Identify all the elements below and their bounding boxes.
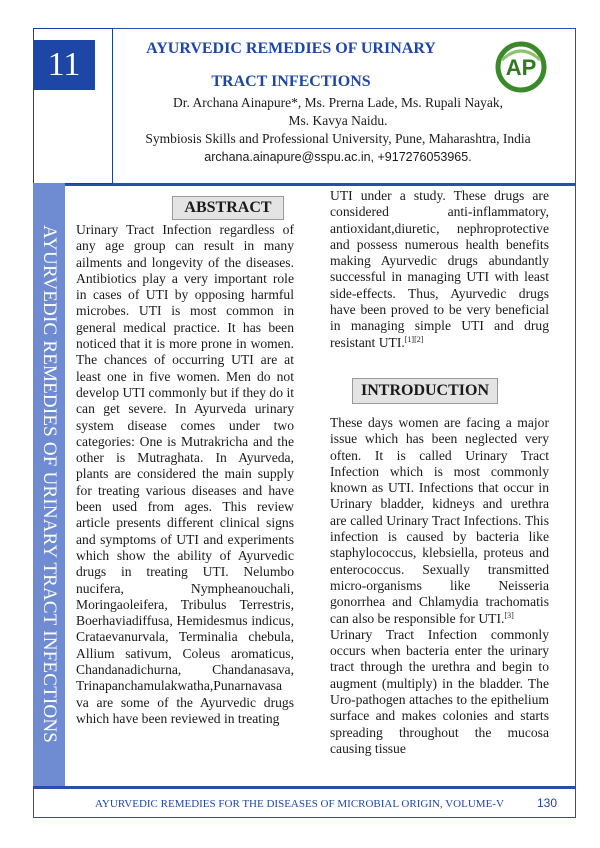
abstract-continuation — [330, 188, 549, 351]
introduction-paragraph-2: Urinary Tract Infection commonly occurs when bacteria enter the urinary tract through the urethra and begin to augment (multiply) in the bladder. The Uro-pathogen attaches to the epithelium surface and makes colonies and starts spreading throughout the mucosa causing tissue — [330, 626, 549, 756]
abstract-text: Urinary Tract Infection regardless of any age group can result in many ailments and longevity of the diseases. Antibiotics play a very important role in cases of UTI by opposing harmful microbes. UTI is most common in general medical practice. It has been noticed that it is more prone in women. The chances of occurring UTI are at least one in five women. Men do not develop UTI commonly but if they do it can get severe. In Ayurveda urinary system disease comes under two categories: One is Mutrakricha and the other is Mutraghata. In Ayurveda, plants are considered the main supply for treating various diseases and have been used from ages. This review article presents different clinical signs and symptoms of UTI and experiments which show the ability of Ayurvedic drugs in treating UTI. Nelumbo nucifera, Nympheanouchali, Moringaoleifera, Tribulus Terrestris, Boerhaviadiffusa, Hemidesmus indicus, Crataevanurvala, Terminalia chebula, Allium sativum, Coleus aromaticus, Chandanadichurna, Chandanasava, Trinapanchamulakwatha,Punarnavasa va are some of the Ayurvedic drugs which have been reviewed in treating — [76, 222, 294, 726]
abstract-body — [76, 222, 294, 727]
footer-divider — [33, 786, 576, 789]
abstract-continuation-text: UTI under a study. These drugs are considered anti-inflammatory, antioxidant,diuretic, nephroprotective and possess numerous health benefits making Ayurvedic drugs abundantly successful in managing UTI with least side-effects. Thus, Ayurvedic drugs have been proved to be very beneficial in managing simple UTI and drug resistant UTI. — [330, 188, 549, 350]
page-number: 130 — [537, 796, 558, 810]
abstract-heading: ABSTRACT — [172, 196, 284, 220]
abstract-citation: [1][2] — [404, 334, 424, 344]
footer-book-title: AYURVEDIC REMEDIES FOR THE DISEASES OF MICROBIAL ORIGIN, VOLUME-V — [95, 798, 504, 810]
introduction-paragraph-1: These days women are facing a major issue which has been neglected very often. It is called Urinary Tract Infection which is most commonly known as UTI. Infections that occur in Urinary bladder, kidneys and urethra are called Urinary Tract Infections. This infection is caused by bacteria like staphylococcus, klebsiella, proteus and enterococcus. Sexually transmitted micro-organisms like Neisseria gonorrhea and Chlamydia trachomatis can also be responsible for UTI. — [330, 415, 549, 626]
chapter-title-line2: TRACT INFECTIONS — [211, 73, 371, 90]
chapter-number: 11 — [33, 40, 95, 90]
logo-text: AP — [505, 55, 537, 80]
publisher-logo-icon — [494, 40, 548, 94]
chapter-title-line1: AYURVEDIC REMEDIES OF URINARY — [146, 40, 436, 57]
header-divider — [33, 183, 576, 186]
introduction-heading: INTRODUCTION — [352, 378, 498, 404]
author-line-1: Dr. Archana Ainapure*, Ms. Prerna Lade, Ms. Rupali Nayak, — [173, 95, 503, 110]
contact-info: archana.ainapure@sspu.ac.in, +917276053965. — [204, 150, 472, 164]
side-band-text: AYURVEDIC REMEDIES OF URINARY TRACT INFECTIONS — [39, 224, 60, 744]
affiliation: Symbiosis Skills and Professional University, Pune, Maharashtra, India — [145, 131, 531, 146]
introduction-citation: [3] — [504, 610, 514, 620]
author-line-2: Ms. Kavya Naidu. — [288, 113, 388, 128]
introduction-body — [330, 415, 549, 757]
